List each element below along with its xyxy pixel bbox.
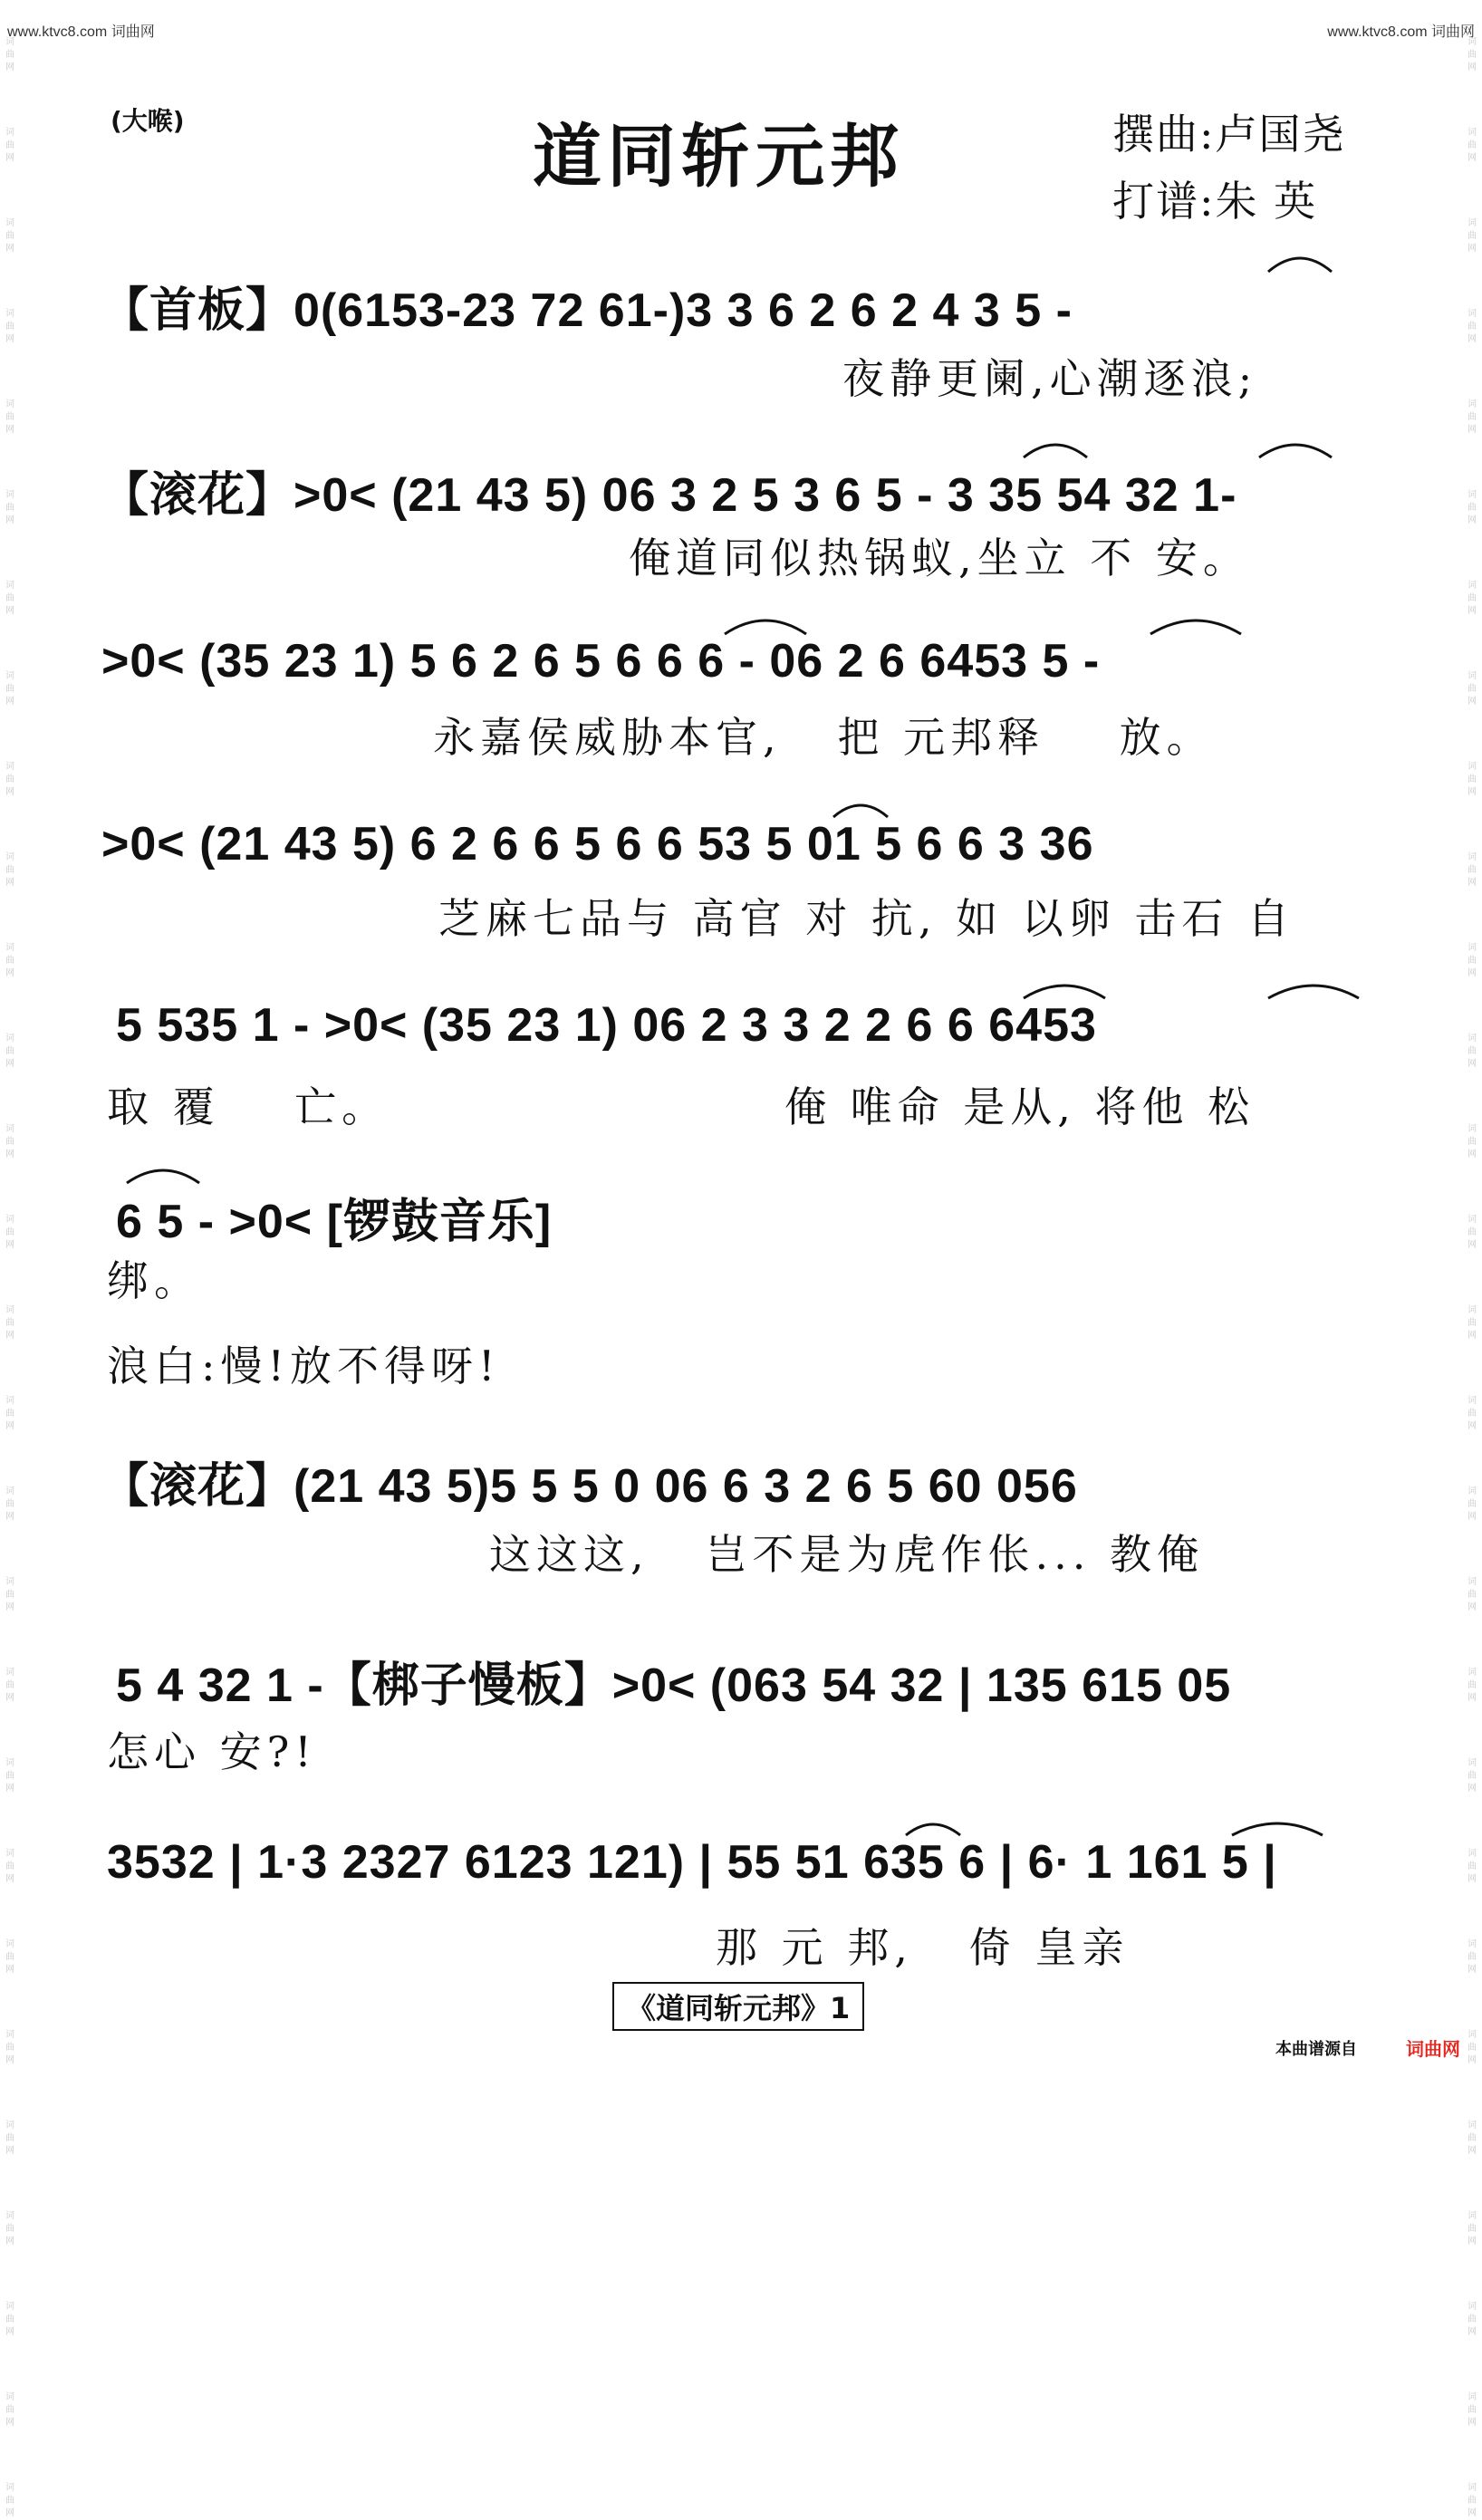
slur-2 — [1024, 445, 1087, 457]
slur-11 — [1232, 1823, 1323, 1835]
lyric-line-7: 这这这, 岂不是为虎作伥... 教俺 — [489, 1530, 1204, 1579]
notation-line-3: >0< (35 23 1) 5 6 2 6 5 6 6 6 - 06 2 6 6453 5 - — [101, 635, 1101, 688]
lyric-line-9: 那 元 邦, 倚 皇亲 — [716, 1923, 1130, 1972]
lyric-line-4: 芝麻七品与 高官 对 抗, 如 以卵 击石 自 — [438, 894, 1294, 943]
lyric-line-5a: 取 覆 亡。 — [107, 1082, 390, 1131]
slur-9 — [127, 1170, 199, 1183]
slur-4 — [725, 620, 806, 634]
notation-line-1: 【首板】0(6153-23 72 61-)3 3 6 2 6 2 4 3 5 - — [101, 284, 1073, 337]
transcriber-credit: 打谱:朱 英 — [1112, 177, 1318, 226]
lyric-line-2: 俺道同似热锅蚁,坐立 不 安。 — [629, 534, 1250, 582]
lyric-line-5b: 俺 唯命 是从, 将他 松 — [784, 1082, 1256, 1131]
notation-line-5: 5 535 1 - >0< (35 23 1) 06 2 3 3 2 2 6 6 6453 — [116, 999, 1097, 1052]
slur-3 — [1259, 445, 1332, 457]
notation-line-2: 【滚花】>0< (21 43 5) 06 3 2 5 3 6 5 - 3 35 54 32 1- — [101, 469, 1237, 522]
slur-1 — [1268, 258, 1332, 272]
side-watermark-left: 词曲网 词曲网 词曲网 词曲网 词曲网 词曲网 词曲网 词曲网 词曲网 词曲网 词曲网 词曲网 词曲网 词曲网 词曲网 词曲网 词曲网 词曲网 词曲网 词曲网 词曲网 词曲网 词曲网 词曲网 词曲网 词曲网 词曲网 词曲网 — [5, 37, 14, 2518]
watermark-left: www.ktvc8.com 词曲网 — [7, 24, 155, 40]
slur-8 — [1268, 986, 1359, 998]
notation-line-4: >0< (21 43 5) 6 2 6 6 5 6 6 53 5 01 5 6 6 3 36 — [101, 818, 1094, 870]
lyric-line-8: 怎心 安?! — [107, 1727, 317, 1776]
slur-6 — [833, 805, 888, 817]
composer-credit: 撰曲:卢国尧 — [1112, 110, 1346, 159]
lyric-line-1: 夜静更阑,心潮逐浪; — [842, 354, 1258, 403]
source-label: 本曲谱源自 — [1275, 2040, 1357, 2059]
watermark-right: www.ktvc8.com 词曲网 — [1327, 24, 1475, 40]
song-title: 道同斩元邦 — [533, 116, 904, 197]
notation-line-8: 5 4 32 1 -【梆子慢板】>0< (063 54 32 | 135 615 05 — [116, 1659, 1232, 1712]
lyric-line-3: 永嘉侯威胁本官, 把 元邦释 放。 — [433, 713, 1214, 762]
notation-line-6: 6 5 - >0< [锣鼓音乐] — [116, 1196, 553, 1248]
spoken-line: 浪白:慢!放不得呀! — [107, 1342, 501, 1390]
notation-line-9: 3532 | 1·3 2327 6123 121) | 55 51 635 6 | 6· 1 161 5 | — [107, 1836, 1277, 1889]
page-label: 《道同斩元邦》1 — [612, 1982, 864, 2031]
slur-10 — [906, 1824, 960, 1835]
notation-line-7: 【滚花】(21 43 5)5 5 5 0 06 6 3 2 6 5 60 056 — [101, 1460, 1078, 1513]
lyric-line-6: 绑。 — [107, 1256, 201, 1305]
site-logo-text[interactable]: 词曲网 — [1406, 2038, 1460, 2060]
slur-5 — [1150, 620, 1241, 634]
slur-7 — [1024, 986, 1105, 998]
role-label: (大喉) — [111, 106, 185, 136]
side-watermark-right: 词曲网 词曲网 词曲网 词曲网 词曲网 词曲网 词曲网 词曲网 词曲网 词曲网 词曲网 词曲网 词曲网 词曲网 词曲网 词曲网 词曲网 词曲网 词曲网 词曲网 词曲网 词曲网 词曲网 词曲网 词曲网 词曲网 词曲网 词曲网 — [1468, 37, 1477, 2518]
